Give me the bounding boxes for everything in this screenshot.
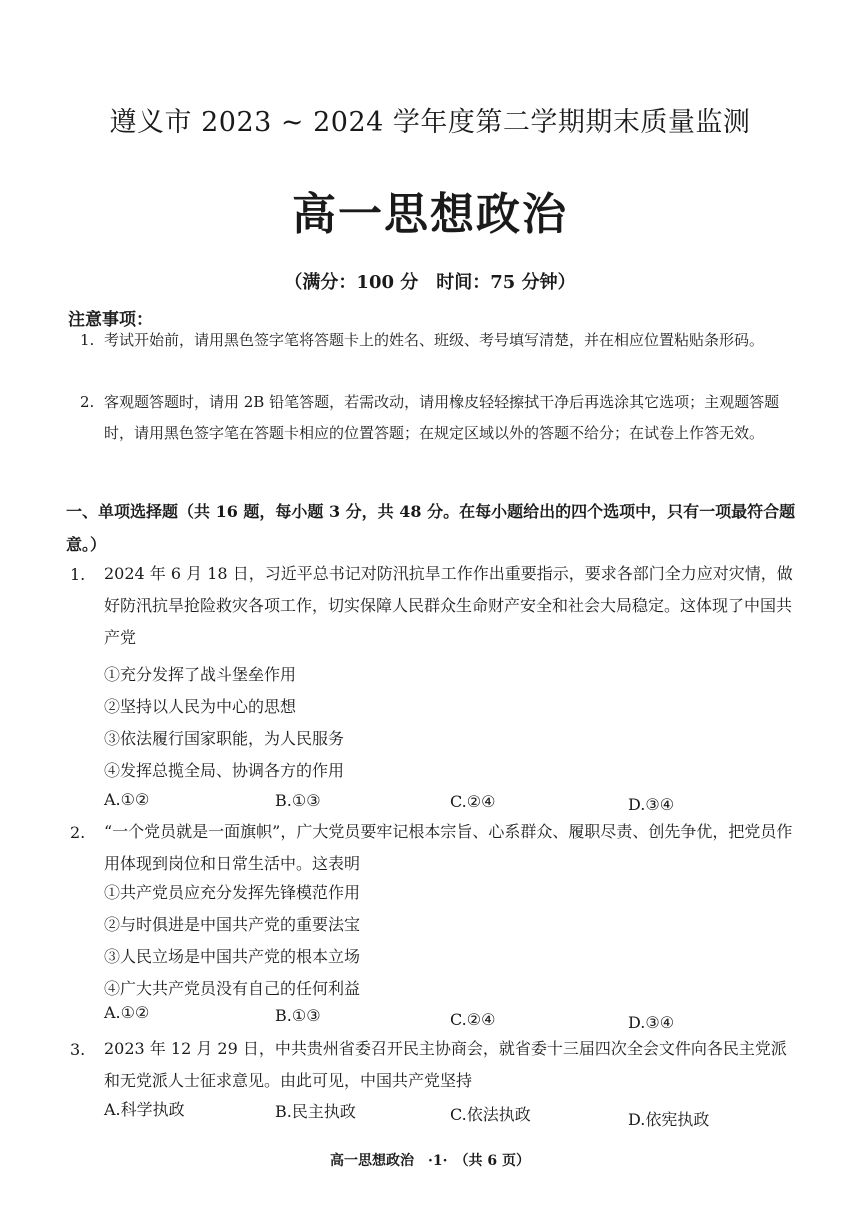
question-3-stem: 2023 年 12 月 29 日，中共贵州省委召开民主协商会，就省委十三届四次全会文件向各民主党派和无党派人士征求意见。由此可见，中国共产党坚持	[104, 1039, 787, 1090]
question-3-choice-b: B.民主执政	[275, 1102, 356, 1121]
notice-item-text: 考试开始前，请用黑色签字笔将答题卡上的姓名、班级、考号填写清楚，并在相应位置粘贴条形码。	[104, 331, 765, 349]
question-3-choice-a: A.科学执政	[104, 1100, 185, 1119]
question-1-option-3: ③依法履行国家职能，为人民服务	[104, 729, 345, 748]
question-1-choice-b: B.①③	[275, 791, 321, 810]
exam-info: （满分：100 分 时间：75 分钟）	[284, 272, 576, 293]
notice-item-text: 客观题答题时，请用 2B 铅笔答题，若需改动，请用橡皮轻轻擦拭干净后再选涂其它选项；主观题答题时，请用黑色签字笔在答题卡相应的位置答题；在规定区域以外的答题不给分；在试卷上作答无效。	[104, 393, 780, 442]
question-1-choice-a: A.①②	[104, 790, 150, 809]
question-2-choice-a: A.①②	[104, 1003, 150, 1022]
notice-heading: 注意事项：	[68, 310, 153, 330]
question-2-choice-b: B.①③	[275, 1006, 321, 1025]
question-2-stem: “一个党员就是一面旗帜”，广大党员要牢记根本宗旨、心系群众、履职尽责、创先争优，把党员作用体现到岗位和日常生活中。这表明	[104, 822, 793, 873]
question-2-choice-c: C.②④	[450, 1010, 496, 1029]
section-heading: 一、单项选择题（共 16 题，每小题 3 分，共 48 分。在每小题给出的四个选项中，只有一项最符合题意。）	[66, 502, 796, 554]
question-2-option-2: ②与时俱进是中国共产党的重要法宝	[104, 915, 361, 934]
notice-item-number: 2.	[80, 393, 95, 411]
notice-item-1	[80, 325, 794, 356]
notice-item-2	[80, 387, 794, 449]
question-2-option-3: ③人民立场是中国共产党的根本立场	[104, 947, 361, 966]
notice-item-number: 1.	[80, 331, 95, 349]
question-2-option-1: ①共产党员应充分发挥先锋模范作用	[104, 883, 361, 902]
question-1-option-4: ④发挥总揽全局、协调各方的作用	[104, 761, 345, 780]
question-2-option-4: ④广大共产党员没有自己的任何利益	[104, 979, 361, 998]
question-1-choice-c: C.②④	[450, 792, 496, 811]
subject-title: 高一思想政治	[292, 189, 568, 240]
question-2-number: 2.	[70, 823, 86, 842]
exam-title: 遵义市 2023 ~ 2024 学年度第二学期期末质量监测	[109, 107, 751, 138]
question-1-option-2: ②坚持以人民为中心的思想	[104, 697, 297, 716]
question-1-stem: 2024 年 6 月 18 日，习近平总书记对防汛抗旱工作作出重要指示，要求各部门全力应对灾情，做好防汛抗旱抢险救灾各项工作，切实保障人民群众生命财产安全和社会大局稳定。这体现了中国共产党	[104, 564, 793, 647]
question-3-choice-d: D.依宪执政	[628, 1110, 710, 1129]
question-2-choice-d: D.③④	[628, 1013, 675, 1032]
page-footer: 高一思想政治 ·1· （共 6 页）	[330, 1153, 530, 1169]
question-1-number: 1.	[70, 565, 86, 584]
question-1-option-1: ①充分发挥了战斗堡垒作用	[104, 665, 297, 684]
question-1-choice-d: D.③④	[628, 795, 675, 814]
question-3-choice-c: C.依法执政	[450, 1105, 531, 1124]
question-3-number: 3.	[70, 1040, 86, 1059]
